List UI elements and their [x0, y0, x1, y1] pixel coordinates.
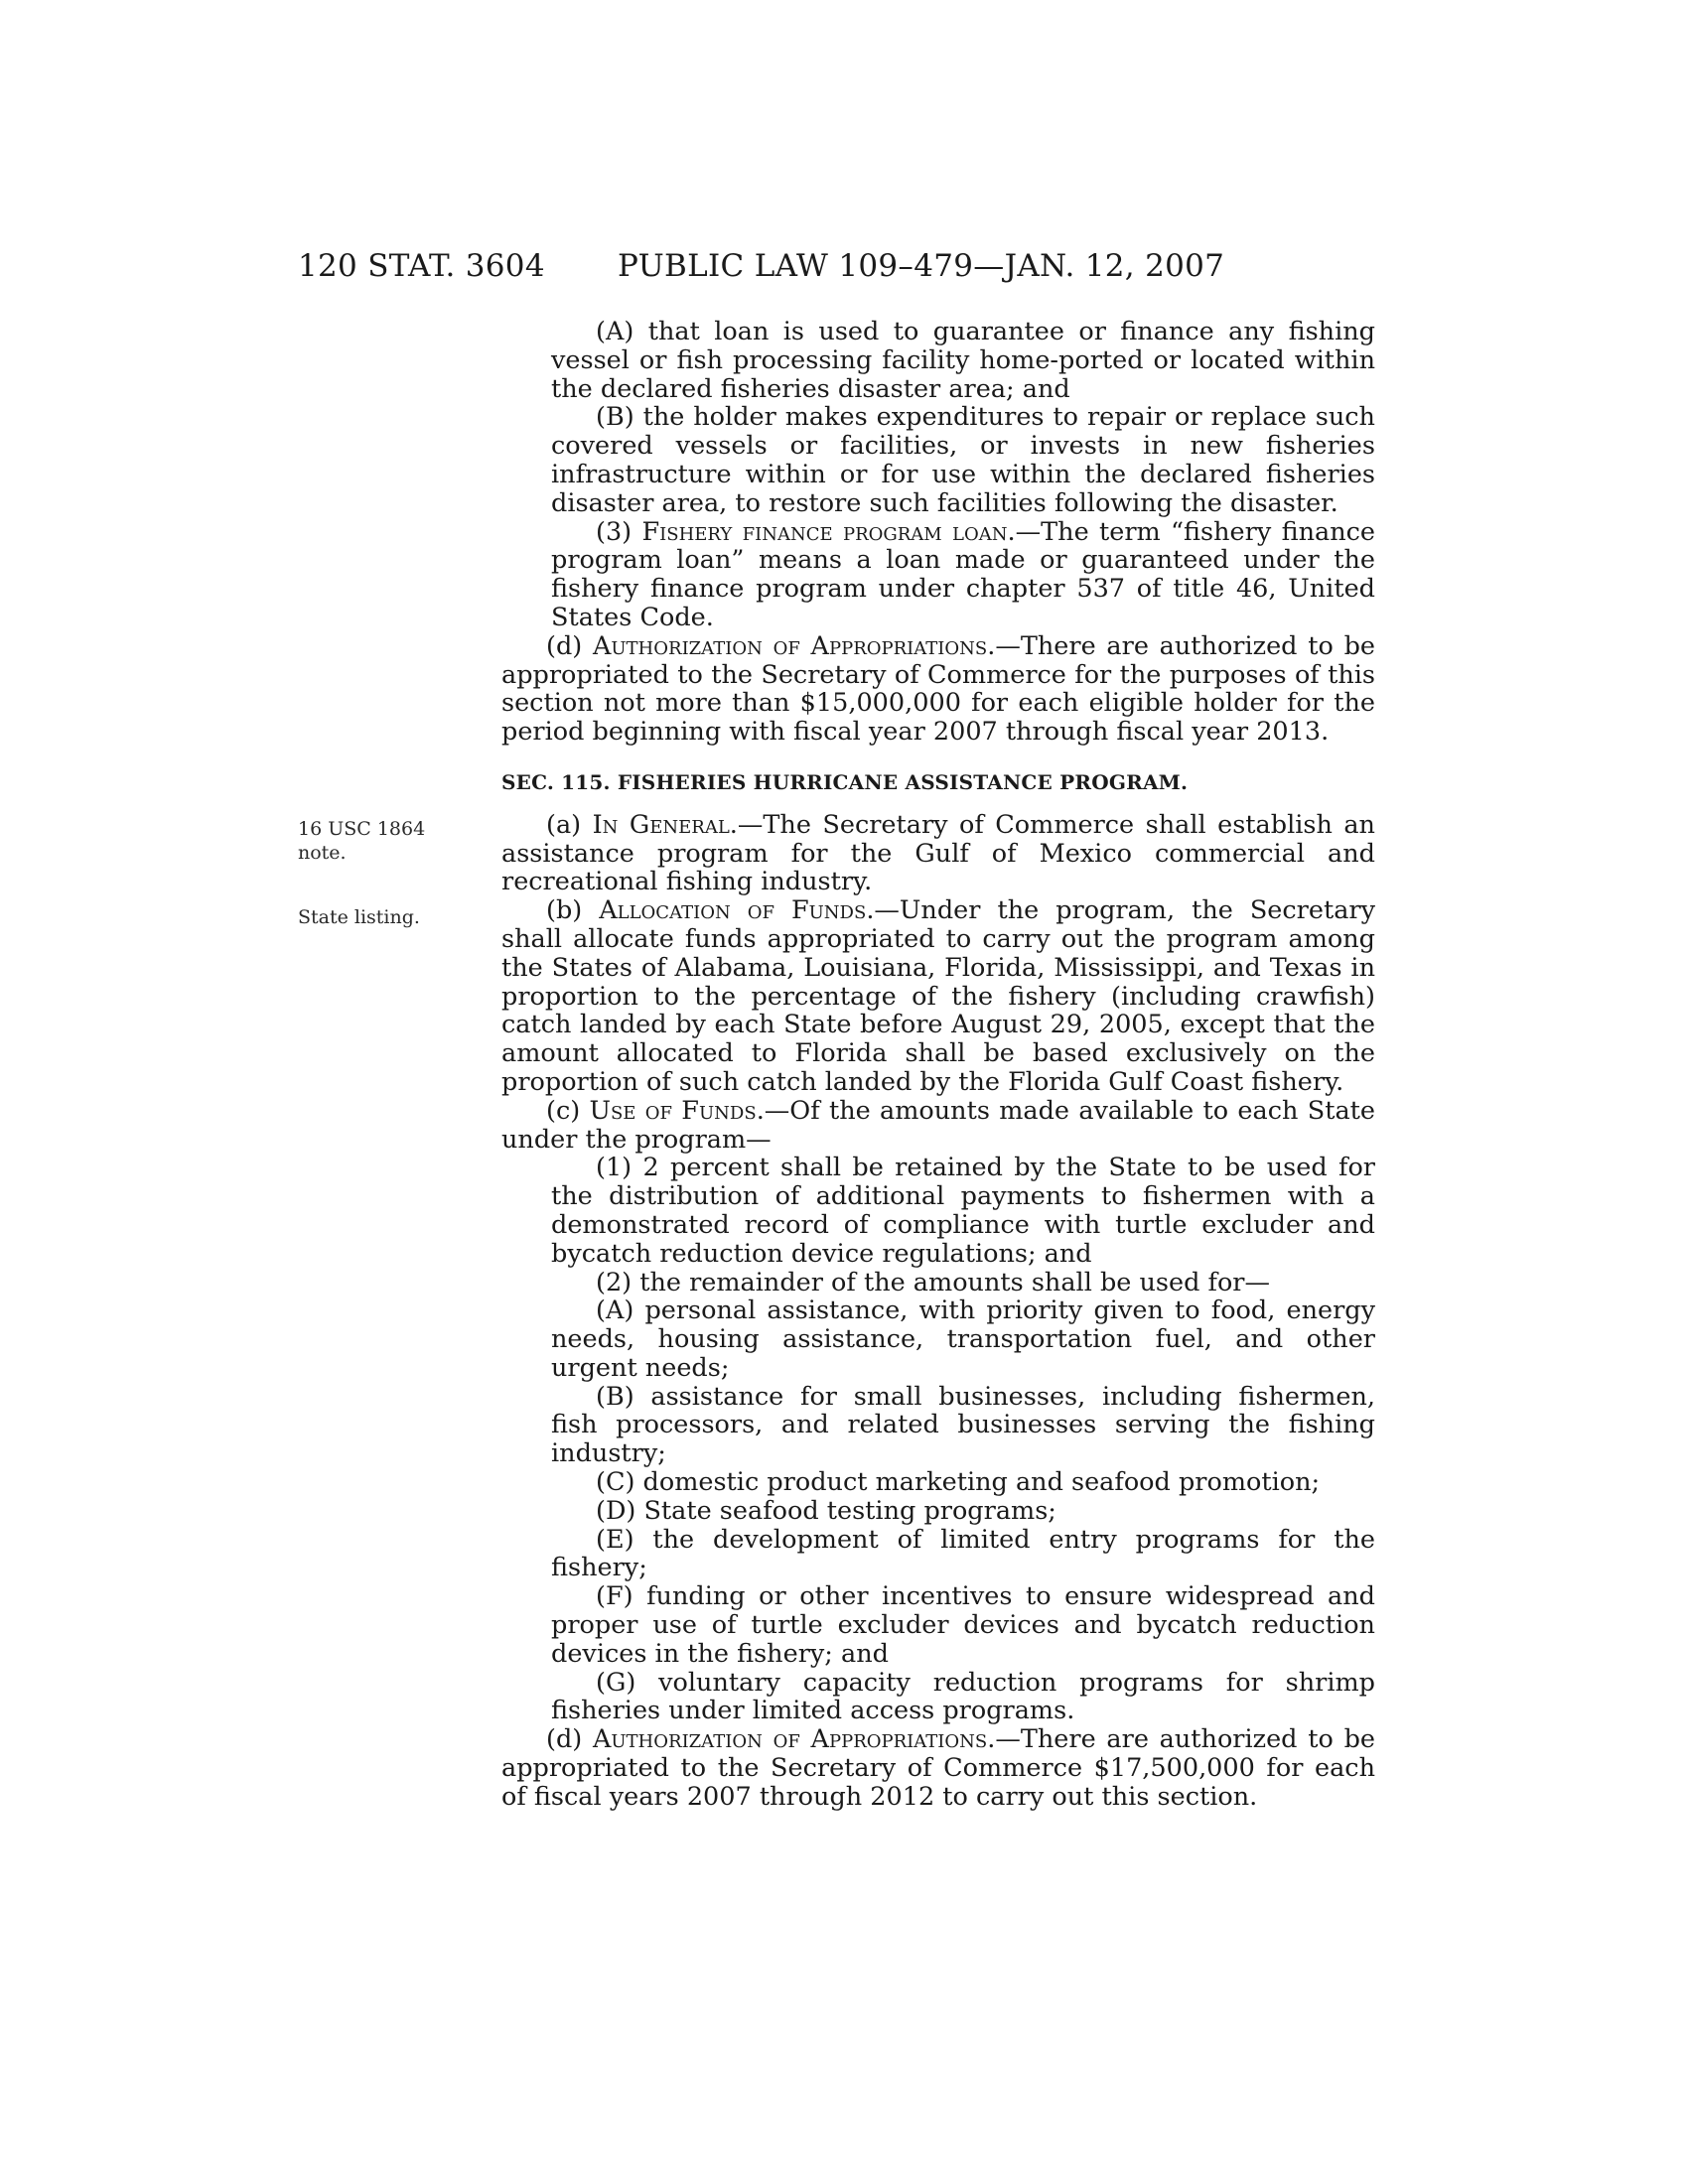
paragraph-b [501, 896, 1375, 1097]
paragraph-body: .—Under the program, the Secretary shall allocate funds appropriated to carry out the program among the States of Alabama, Louisiana, Florida, Mississippi, and Texas in proportion to the percentage of the fishery (including crawfish) catch landed by each State before August 29, 2005, except that the amount allocated to Florida shall be based exclusively on the proportion of such catch landed by the Florida Gulf Coast fishery. [501, 895, 1375, 1097]
public-law-title: PUBLIC LAW 109–479—JAN. 12, 2007 [618, 248, 1225, 284]
paragraph-c2-g: (G) voluntary capacity reduction programs for shrimp fisheries under limited access programs. [551, 1667, 1375, 1726]
paragraph-number: (a) [546, 809, 593, 840]
paragraph-heading: In General [592, 809, 730, 840]
paragraph-number: (3) [596, 516, 642, 547]
paragraph-c2-e: (E) the development of limited entry programs for the fishery; [551, 1524, 1375, 1583]
paragraph-number: (b) [546, 895, 600, 926]
section-heading: SEC. 115. FISHERIES HURRICANE ASSISTANCE PROGRAM. [501, 769, 1189, 794]
paragraph-body: .—The term “fishery finance program loan” means a loan made or guaranteed under the fishery finance program under chapter 537 of title 46, United States Code. [551, 516, 1375, 632]
paragraph-heading: Authorization of Appropriations [592, 630, 988, 661]
paragraph-number: (c) [546, 1095, 590, 1126]
paragraph-heading: Use of Funds [589, 1095, 757, 1126]
paragraph-heading: Authorization of Appropriations [592, 1724, 988, 1755]
paragraph-heading: Fishery finance program loan [641, 516, 1008, 547]
paragraph-body: .—The Secretary of Commerce shall establish an assistance program for the Gulf of Mexico commercial and recreational fishing industry. [501, 809, 1375, 897]
paragraph-c2b: (B) the holder makes expenditures to repair or replace such covered vessels or facilities, or invests in new fisheries infrastructure within or for use within the declared fisheries disaster area, to restore such facilities following the disaster. [551, 402, 1375, 518]
margin-note-usc: 16 USC 1864 note. [298, 818, 426, 864]
paragraph-body: .—There are authorized to be appropriated to the Secretary of Commerce for the purposes of this section not more than $15,000,000 for each eligible holder for the period beginning with fiscal year 2007 through fiscal year 2013. [501, 630, 1375, 748]
body-text [501, 318, 1375, 1812]
paragraph-a [501, 811, 1375, 896]
paragraph-number: (d) [546, 630, 593, 661]
paragraph-c3 [501, 518, 1375, 632]
margin-note-state-listing: State listing. [298, 906, 420, 928]
paragraph-c2: (2) the remainder of the amounts shall be used for— [596, 1267, 1270, 1297]
paragraph-c2a: (A) that loan is used to guarantee or finance any fishing vessel or fish processing facility home-ported or located within the declared fisheries disaster area; and [551, 317, 1375, 404]
paragraph-body: .—There are authorized to be appropriated to the Secretary of Commerce $17,500,000 for each of fiscal years 2007 through 2012 to carry out this section. [501, 1724, 1375, 1812]
running-head [0, 248, 1688, 288]
paragraph-c [501, 1097, 1375, 1155]
paragraph-body: .—Of the amounts made available to each State under the program— [501, 1095, 1375, 1155]
paragraph-number: (d) [546, 1724, 593, 1755]
paragraph-heading: Allocation of Funds [599, 895, 867, 926]
statute-citation: 120 STAT. 3604 [298, 248, 545, 284]
paragraph-c2-c: (C) domestic product marketing and seafood promotion; [596, 1467, 1321, 1498]
paragraph-c2-f: (F) funding or other incentives to ensure widespread and proper use of turtle excluder devices and bycatch reduction devices in the fishery; and [551, 1581, 1375, 1669]
paragraph-c1: (1) 2 percent shall be retained by the State to be used for the distribution of additional payments to fishermen with a demonstrated record of compliance with turtle excluder and bycatch reduction device regulations; and [551, 1153, 1375, 1269]
paragraph-d2 [501, 1725, 1375, 1811]
paragraph-c2-d: (D) State seafood testing programs; [596, 1495, 1056, 1526]
paragraph-d1 [501, 632, 1375, 747]
paragraph-c2-a: (A) personal assistance, with priority given to food, energy needs, housing assistance, transportation fuel, and other urgent needs; [551, 1296, 1375, 1383]
paragraph-c2-b: (B) assistance for small businesses, including fishermen, fish processors, and related businesses serving the fishing industry; [551, 1381, 1375, 1469]
